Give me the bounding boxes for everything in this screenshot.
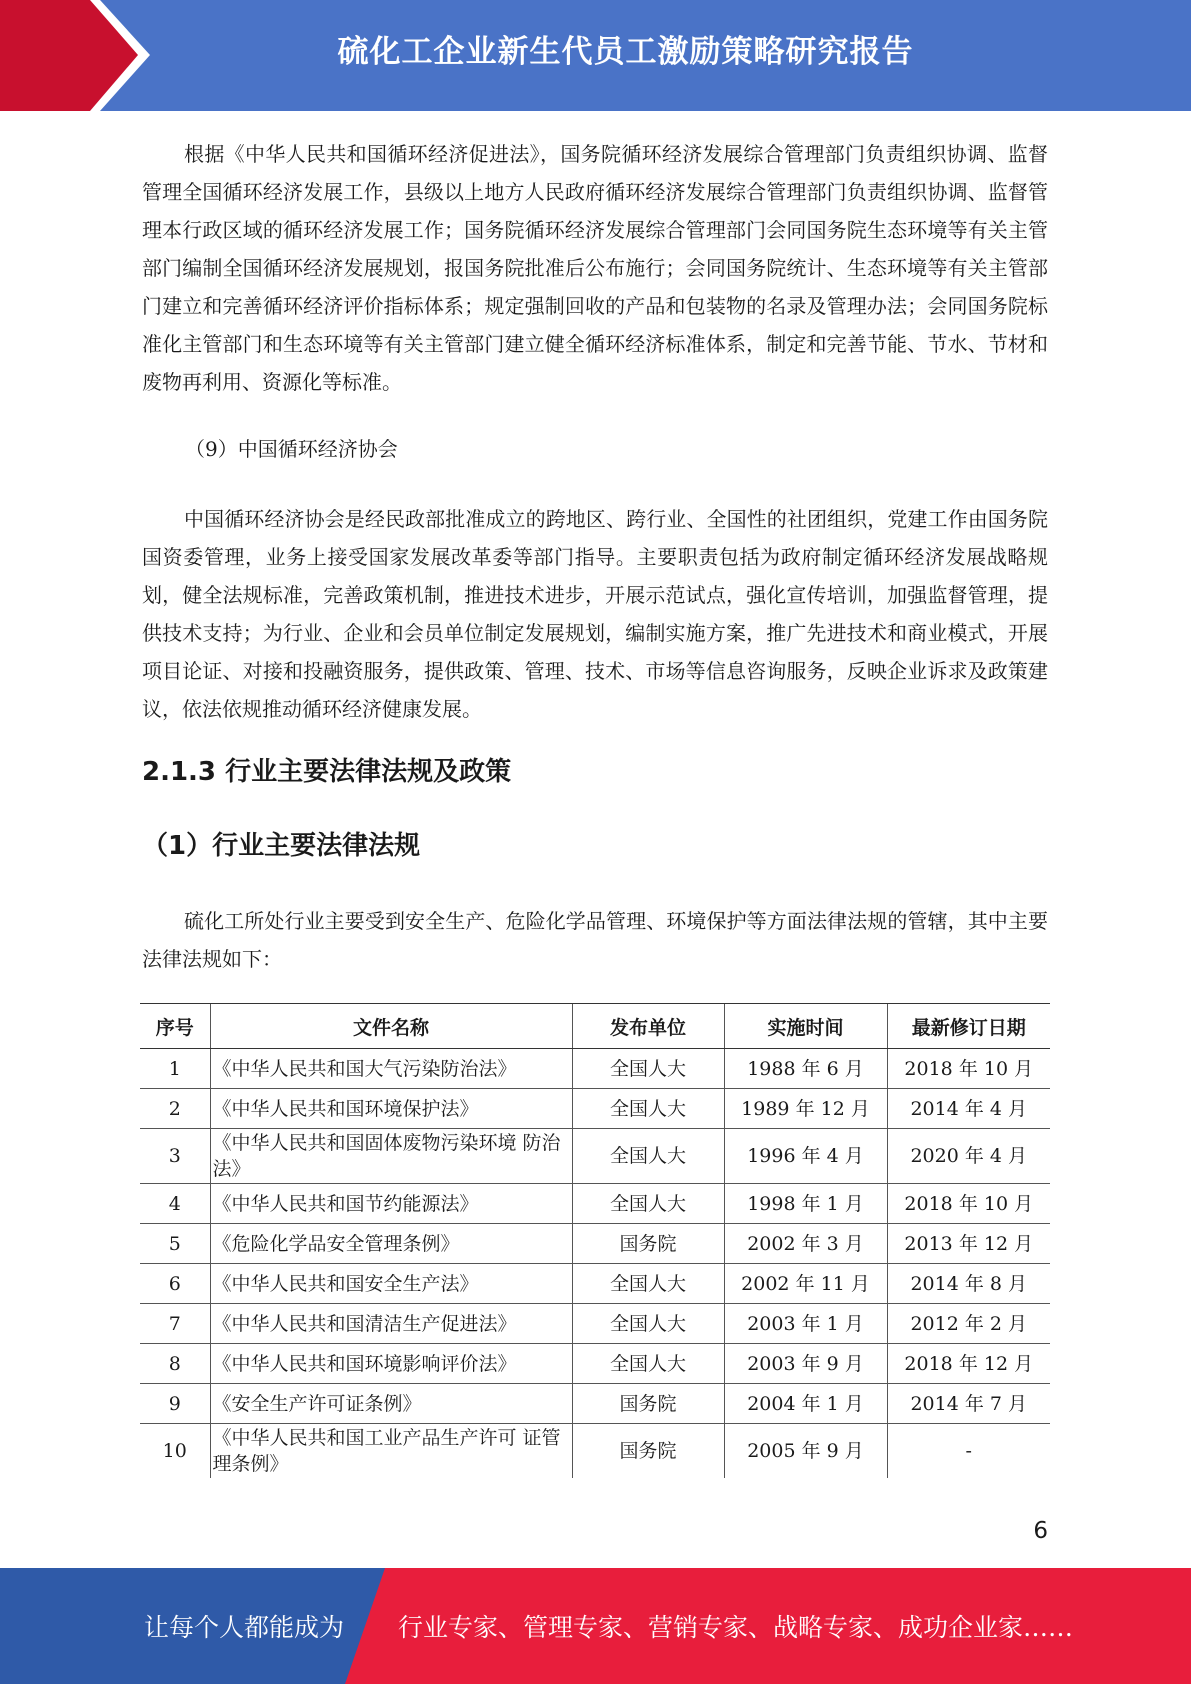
cell-index: 6: [140, 1264, 210, 1304]
cell-revised: 2014 年 7 月: [887, 1384, 1050, 1424]
cell-effective: 1996 年 4 月: [724, 1129, 887, 1184]
cell-issuer: 全国人大: [572, 1129, 724, 1184]
table-row: [140, 1184, 1050, 1224]
cell-revised: 2014 年 8 月: [887, 1264, 1050, 1304]
cell-issuer: 全国人大: [572, 1264, 724, 1304]
cell-issuer: 全国人大: [572, 1184, 724, 1224]
cell-issuer: 国务院: [572, 1424, 724, 1479]
header-title: 硫化工企业新生代员工激励策略研究报告: [337, 34, 914, 70]
column-header-revised: 最新修订日期: [887, 1004, 1050, 1049]
page-number: 6: [1033, 1518, 1048, 1544]
cell-effective: 2002 年 11 月: [724, 1264, 887, 1304]
cell-effective: 2003 年 9 月: [724, 1344, 887, 1384]
cell-revised: 2012 年 2 月: [887, 1304, 1050, 1344]
cell-effective: 1988 年 6 月: [724, 1049, 887, 1089]
column-header-name: 文件名称: [210, 1004, 572, 1049]
cell-name: 《中华人民共和国节约能源法》: [210, 1184, 572, 1224]
cell-revised: 2020 年 4 月: [887, 1129, 1050, 1184]
cell-index: 3: [140, 1129, 210, 1184]
laws-table: [140, 1003, 1050, 1478]
cell-issuer: 全国人大: [572, 1304, 724, 1344]
cell-issuer: 全国人大: [572, 1089, 724, 1129]
subheading-association: （9）中国循环经济协会: [185, 437, 398, 461]
cell-revised: 2014 年 4 月: [887, 1089, 1050, 1129]
cell-revised: 2018 年 12 月: [887, 1344, 1050, 1384]
paragraph-laws-intro: 硫化工所处行业主要受到安全生产、危险化学品管理、环境保护等方面法律法规的管辖，其中主要法律法规如下：: [142, 909, 1048, 971]
table-header-row: [140, 1004, 1050, 1049]
cell-effective: 2002 年 3 月: [724, 1224, 887, 1264]
cell-name: 《中华人民共和国工业产品生产许可 证管理条例》: [210, 1424, 572, 1479]
cell-issuer: 国务院: [572, 1384, 724, 1424]
cell-name: 《中华人民共和国清洁生产促进法》: [210, 1304, 572, 1344]
paragraph-association: 中国循环经济协会是经民政部批准成立的跨地区、跨行业、全国性的社团组织，党建工作由国务院国资委管理，业务上接受国家发展改革委等部门指导。主要职责包括为政府制定循环经济发展战略规划，健全法规标准，完善政策机制，推进技术进步，开展示范试点，强化宣传培训，加强监督管理，提供技术支持；为行业、企业和会员单位制定发展规划，编制实施方案，推广先进技术和商业模式，开展项目论证、对接和投融资服务，提供政策、管理、技术、市场等信息咨询服务，反映企业诉求及政策建议，依法依规推动循环经济健康发展。: [142, 507, 1048, 721]
cell-effective: 1989 年 12 月: [724, 1089, 887, 1129]
section-heading-2-1-3: 2.1.3 行业主要法律法规及政策: [142, 757, 512, 787]
cell-name: 《安全生产许可证条例》: [210, 1384, 572, 1424]
table-row: [140, 1344, 1050, 1384]
cell-name: 《中华人民共和国大气污染防治法》: [210, 1049, 572, 1089]
cell-index: 1: [140, 1049, 210, 1089]
page-header: [0, 0, 1191, 111]
cell-issuer: 全国人大: [572, 1344, 724, 1384]
footer-slogan-right: 行业专家、管理专家、营销专家、战略专家、成功企业家……: [398, 1613, 1074, 1642]
subsection-heading-laws: （1）行业主要法律法规: [142, 831, 421, 861]
cell-revised: 2018 年 10 月: [887, 1049, 1050, 1089]
cell-name: 《中华人民共和国环境保护法》: [210, 1089, 572, 1129]
table-row: [140, 1129, 1050, 1184]
cell-effective: 2003 年 1 月: [724, 1304, 887, 1344]
cell-effective: 2004 年 1 月: [724, 1384, 887, 1424]
cell-effective: 2005 年 9 月: [724, 1424, 887, 1479]
cell-index: 7: [140, 1304, 210, 1344]
table-row: [140, 1424, 1050, 1479]
table-row: [140, 1089, 1050, 1129]
cell-index: 2: [140, 1089, 210, 1129]
cell-name: 《危险化学品安全管理条例》: [210, 1224, 572, 1264]
cell-index: 4: [140, 1184, 210, 1224]
cell-index: 10: [140, 1424, 210, 1479]
cell-name: 《中华人民共和国环境影响评价法》: [210, 1344, 572, 1384]
column-header-index: 序号: [140, 1004, 210, 1049]
cell-revised: 2018 年 10 月: [887, 1184, 1050, 1224]
column-header-effective: 实施时间: [724, 1004, 887, 1049]
cell-issuer: 国务院: [572, 1224, 724, 1264]
table-row: [140, 1264, 1050, 1304]
cell-name: 《中华人民共和国固体废物污染环境 防治法》: [210, 1129, 572, 1184]
table-row: [140, 1304, 1050, 1344]
cell-name: 《中华人民共和国安全生产法》: [210, 1264, 572, 1304]
table-row: [140, 1224, 1050, 1264]
cell-issuer: 全国人大: [572, 1049, 724, 1089]
cell-index: 8: [140, 1344, 210, 1384]
cell-index: 9: [140, 1384, 210, 1424]
footer-slogan-left: 让每个人都能成为: [144, 1613, 345, 1642]
cell-revised: 2013 年 12 月: [887, 1224, 1050, 1264]
cell-revised: -: [887, 1424, 1050, 1479]
table-row: [140, 1384, 1050, 1424]
table-row: [140, 1049, 1050, 1089]
cell-index: 5: [140, 1224, 210, 1264]
column-header-issuer: 发布单位: [572, 1004, 724, 1049]
cell-effective: 1998 年 1 月: [724, 1184, 887, 1224]
paragraph-circular-economy-law: 根据《中华人民共和国循环经济促进法》，国务院循环经济发展综合管理部门负责组织协调、监督管理全国循环经济发展工作，县级以上地方人民政府循环经济发展综合管理部门负责组织协调、监督管理本行政区域的循环经济发展工作；国务院循环经济发展综合管理部门会同国务院生态环境等有关主管部门编制全国循环经济发展规划，报国务院批准后公布施行；会同国务院统计、生态环境等有关主管部门建立和完善循环经济评价指标体系；规定强制回收的产品和包装物的名录及管理办法；会同国务院标准化主管部门和生态环境等有关主管部门建立健全循环经济标准体系，制定和完善节能、节水、节材和废物再利用、资源化等标准。: [142, 142, 1048, 394]
